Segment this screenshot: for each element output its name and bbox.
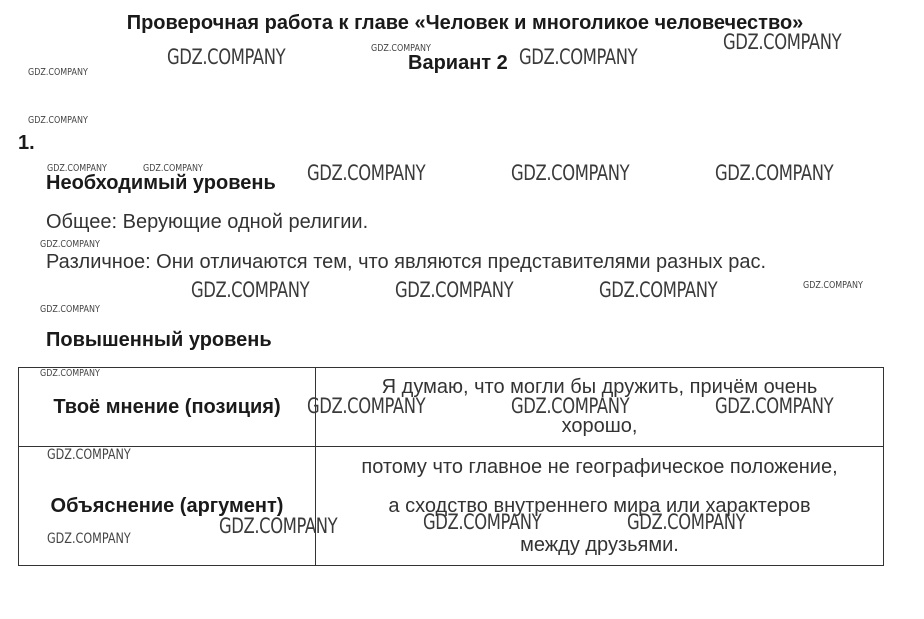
- watermark: GDZ.COMPANY: [519, 45, 638, 69]
- watermark: GDZ.COMPANY: [715, 161, 834, 185]
- watermark: GDZ.COMPANY: [40, 368, 100, 379]
- advanced-level-heading: Повышенный уровень: [46, 329, 272, 351]
- table-row: [19, 447, 884, 566]
- question-number: 1.: [18, 132, 35, 154]
- watermark: GDZ.COMPANY: [167, 45, 286, 69]
- watermark: GDZ.COMPANY: [143, 163, 203, 174]
- different-text: Различное: Они отличаются тем, что являются представителями разных рас.: [46, 251, 767, 273]
- watermark: GDZ.COMPANY: [307, 394, 426, 418]
- argument-line: между друзьями.: [520, 533, 679, 556]
- variant-label: Вариант 2: [408, 52, 508, 74]
- watermark: GDZ.COMPANY: [28, 67, 88, 78]
- watermark: GDZ.COMPANY: [395, 278, 514, 302]
- watermark: GDZ.COMPANY: [28, 115, 88, 126]
- opinion-label: Твоё мнение (позиция): [19, 368, 316, 447]
- watermark: GDZ.COMPANY: [723, 30, 842, 54]
- watermark: GDZ.COMPANY: [423, 510, 542, 534]
- watermark: GDZ.COMPANY: [47, 447, 131, 463]
- argument-line: а сходство внутреннего мира или характеров: [388, 494, 811, 517]
- argument-label: Объяснение (аргумент): [19, 447, 316, 566]
- watermark: GDZ.COMPANY: [47, 531, 131, 547]
- common-text: Общее: Верующие одной религии.: [46, 211, 369, 233]
- watermark: GDZ.COMPANY: [803, 280, 863, 291]
- watermark: GDZ.COMPANY: [191, 278, 310, 302]
- argument-value: [316, 447, 884, 566]
- basic-level-heading: Необходимый уровень: [46, 172, 276, 194]
- watermark: GDZ.COMPANY: [47, 163, 107, 174]
- watermark: GDZ.COMPANY: [599, 278, 718, 302]
- opinion-line: Я думаю, что могли бы дружить, причём очень: [381, 376, 818, 398]
- watermark: GDZ.COMPANY: [307, 161, 426, 185]
- watermark: GDZ.COMPANY: [219, 514, 338, 538]
- watermark: GDZ.COMPANY: [627, 510, 746, 534]
- watermark: GDZ.COMPANY: [511, 161, 630, 185]
- page-title: Проверочная работа к главе «Человек и многоликое человечество»: [126, 12, 804, 34]
- watermark: GDZ.COMPANY: [715, 394, 834, 418]
- watermark: GDZ.COMPANY: [511, 394, 630, 418]
- watermark: GDZ.COMPANY: [40, 239, 100, 250]
- watermark: GDZ.COMPANY: [371, 43, 431, 54]
- watermark: GDZ.COMPANY: [40, 304, 100, 315]
- opinion-line: хорошо,: [561, 415, 638, 437]
- argument-line: потому что главное не географическое положение,: [361, 455, 838, 478]
